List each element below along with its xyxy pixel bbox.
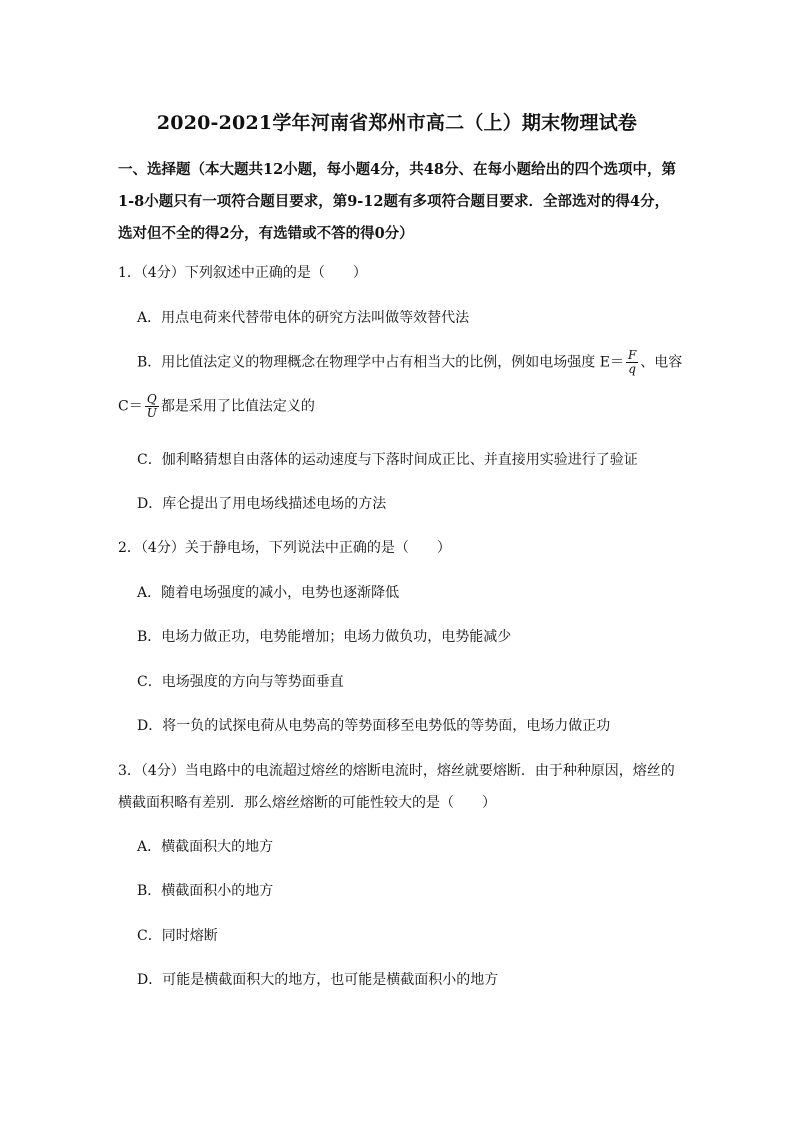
question-1-stem: 1．（4分）下列叙述中正确的是（ ） [118, 265, 367, 281]
question-3-option-d: D．可能是横截面积大的地方，也可能是横截面积小的地方 [137, 972, 499, 988]
fraction-denominator: U [146, 406, 157, 420]
question-1-option-b [137, 349, 697, 376]
question-1-option-c: C．伽利略猜想自由落体的运动速度与下落时间成正比、并直接用实验进行了验证 [137, 452, 638, 468]
option-b-text-2: 、电容 [640, 354, 683, 371]
fraction-denominator: q [628, 362, 636, 376]
question-2-option-c: C．电场强度的方向与等势面垂直 [137, 674, 344, 690]
page-title: 2020-2021学年河南省郑州市高二（上）期末物理试卷 [156, 112, 638, 134]
fraction-numerator: F [627, 348, 637, 362]
section-header: 一、选择题（本大题共12小题，每小题4分，共48分、在每小题给出的四个选项中，第1-8小题只有一项符合题目要求，第9-12题有多项符合题目要求．全部选对的得4分，选对但不全的得2分，有选错或不答的得0分） [118, 161, 676, 242]
question-2-option-d: D．将一负的试探电荷从电势高的等势面移至电势低的等势面，电场力做正功 [137, 718, 611, 734]
question-3-option-a: A．横截面积大的地方 [137, 839, 274, 855]
question-3-option-b: B．横截面积小的地方 [137, 883, 274, 899]
option-b-text-1: B．用比值法定义的物理概念在物理学中占有相当大的比例，例如电场强度 E＝ [137, 354, 624, 371]
question-3-option-c: C．同时熔断 [137, 928, 218, 944]
question-2-option-b: B．电场力做正功，电势能增加；电场力做负功，电势能减少 [137, 629, 512, 645]
fraction-f-over-q [626, 349, 638, 376]
fraction-q-over-u [145, 393, 159, 420]
question-2-stem: 2．（4分）关于静电场，下列说法中正确的是（ ） [118, 540, 451, 556]
question-2-option-a: A．随着电场强度的减小，电势也逐渐降低 [137, 585, 400, 601]
question-3-stem-line-1: 3．（4分）当电路中的电流超过熔丝的熔断电流时，熔丝就要熔断．由于种种原因，熔丝的 [118, 763, 675, 779]
question-1-option-a: A．用点电荷来代替带电体的研究方法叫做等效替代法 [137, 310, 470, 326]
question-1-option-d: D．库仑提出了用电场线描述电场的方法 [137, 496, 387, 512]
question-3-stem-line-2: 横截面积略有差别．那么熔丝熔断的可能性较大的是（ ） [118, 795, 496, 811]
question-1-option-b-continued [118, 393, 315, 420]
option-b-text-4: 都是采用了比值法定义的 [160, 398, 315, 415]
fraction-numerator: Q [145, 393, 159, 407]
option-b-text-3: C＝ [118, 398, 143, 415]
